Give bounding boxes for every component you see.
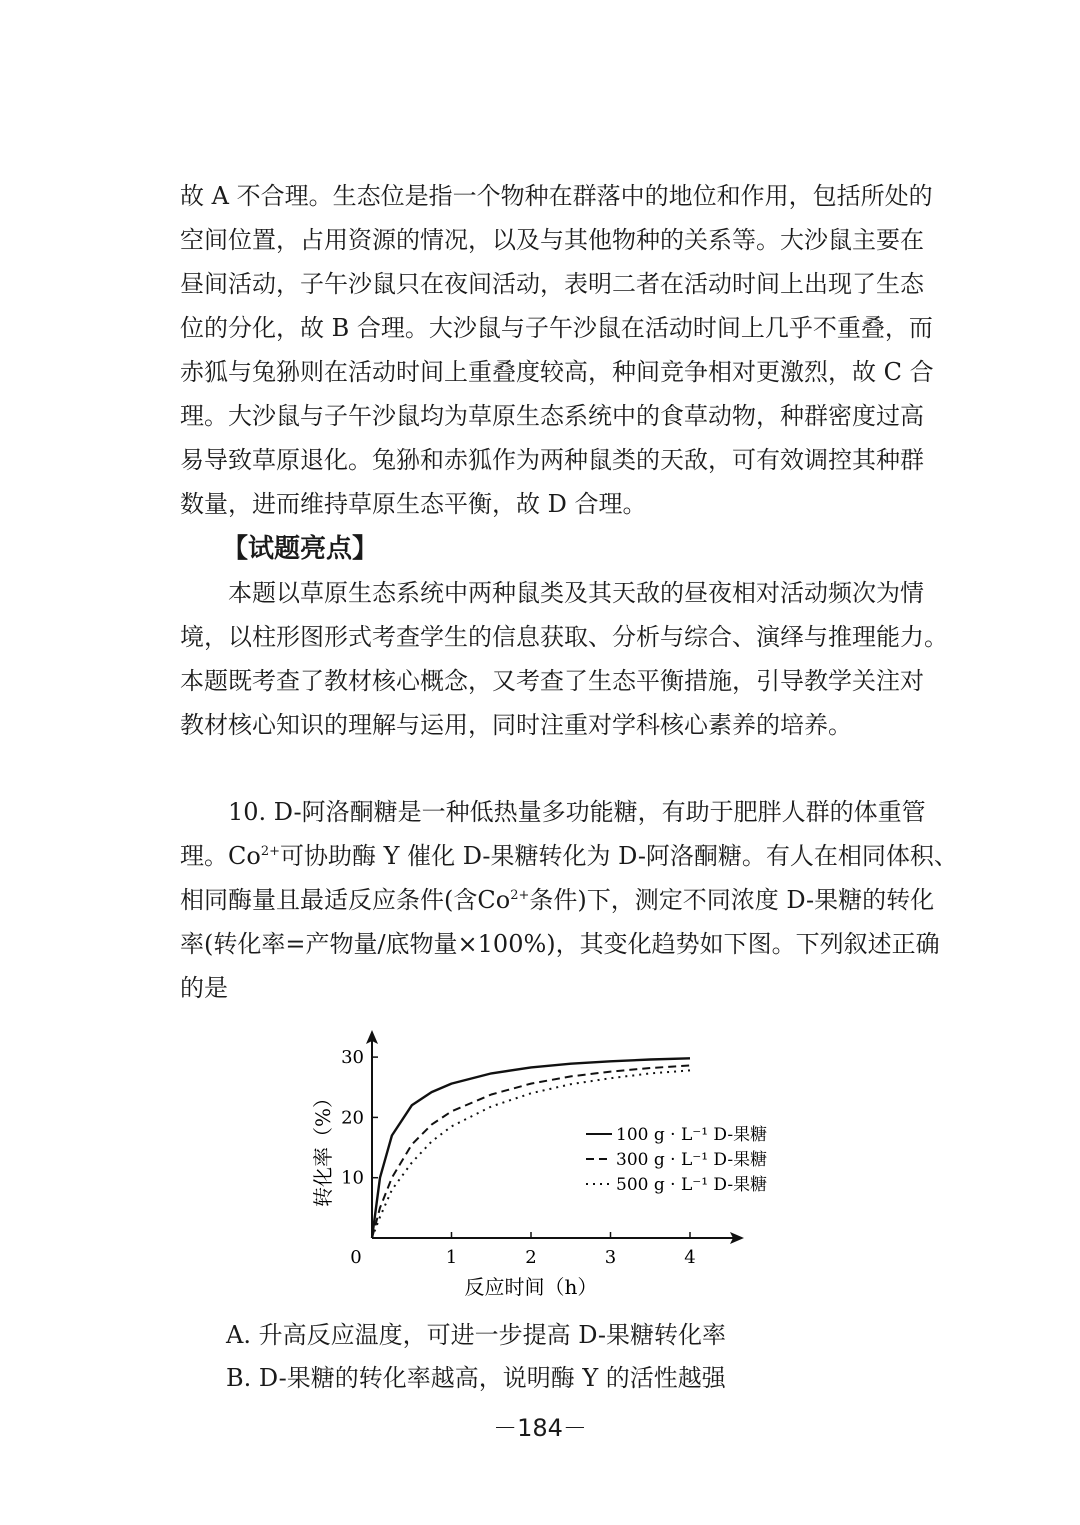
chart-series-group bbox=[372, 1058, 690, 1238]
text-line: 位的分化，故 B 合理。大沙鼠与子午沙鼠在活动时间上几乎不重叠，而 bbox=[180, 314, 933, 342]
series-line-1 bbox=[372, 1058, 690, 1238]
text-line: 本题既考查了教材核心概念，又考查了生态平衡措施，引导教学关注对 bbox=[180, 667, 924, 695]
question-line: 率(转化率=产物量/底物量×100%)，其变化趋势如下图。下列叙述正确 bbox=[180, 930, 940, 958]
text-line: 赤狐与兔狲则在活动时间上重叠度较高，种间竞争相对更激烈，故 C 合 bbox=[180, 358, 934, 386]
x-tick-label: 3 bbox=[604, 1247, 617, 1268]
text-line: 教材核心知识的理解与运用，同时注重对学科核心素养的培养。 bbox=[180, 711, 852, 739]
chart-legend bbox=[586, 1125, 767, 1195]
text-line: 境，以柱形图形式考查学生的信息获取、分析与综合、演绎与推理能力。 bbox=[180, 623, 948, 651]
x-tick-label: 2 bbox=[525, 1247, 537, 1268]
question-line: 10. D-阿洛酮糖是一种低热量多功能糖，有助于肥胖人群的体重管 bbox=[180, 798, 926, 826]
y-tick-label: 10 bbox=[341, 1167, 364, 1189]
text-line: 理。大沙鼠与子午沙鼠均为草原生态系统中的食草动物，种群密度过高 bbox=[180, 402, 924, 430]
legend-label: 100 g · L⁻¹ D-果糖 bbox=[616, 1125, 768, 1145]
section-heading: 【试题亮点】 bbox=[222, 534, 379, 564]
option-a: A. 升高反应温度，可进一步提高 D-果糖转化率 bbox=[226, 1321, 727, 1349]
text-line: 易导致草原退化。兔狲和赤狐作为两种鼠类的天敌，可有效调控其种群 bbox=[180, 446, 924, 474]
legend-label: 500 g · L⁻¹ D-果糖 bbox=[616, 1175, 768, 1195]
text-line: 空间位置，占用资源的情况，以及与其他物种的关系等。大沙鼠主要在 bbox=[180, 226, 924, 254]
conversion-rate-chart bbox=[300, 1018, 770, 1308]
text-line: 昼间活动，子午沙鼠只在夜间活动，表明二者在活动时间上出现了生态 bbox=[180, 270, 924, 298]
x-tick-label: 4 bbox=[684, 1247, 696, 1268]
y-tick-label: 20 bbox=[341, 1107, 364, 1129]
y-axis-label: 转化率（%） bbox=[311, 1088, 335, 1208]
y-tick-label: 30 bbox=[341, 1047, 364, 1069]
question-line: 相同酶量且最适反应条件(含$Co^{2+}$条件)下，测定不同浓度 D-果糖的转化 bbox=[180, 886, 935, 914]
page-number: －184－ bbox=[493, 1414, 587, 1442]
question-line: 理。$Co^{2+}$可协助酶 Y 催化 D-果糖转化为 D-阿洛酮糖。有人在相同体积、 bbox=[180, 842, 958, 870]
x-tick-label: 0 bbox=[350, 1247, 362, 1268]
text-line: 故 A 不合理。生态位是指一个物种在群落中的地位和作用，包括所处的 bbox=[180, 182, 933, 210]
question-line: 的是 bbox=[180, 974, 228, 1002]
legend-label: 300 g · L⁻¹ D-果糖 bbox=[616, 1150, 768, 1170]
superscript: 2+ bbox=[510, 888, 530, 903]
text-line: 本题以草原生态系统中两种鼠类及其天敌的昼夜相对活动频次为情 bbox=[180, 579, 924, 607]
x-axis-label: 反应时间（h） bbox=[464, 1275, 598, 1299]
option-b: B. D-果糖的转化率越高，说明酶 Y 的活性越强 bbox=[226, 1364, 726, 1392]
text-line: 数量，进而维持草原生态平衡，故 D 合理。 bbox=[180, 490, 647, 518]
x-tick-label: 1 bbox=[445, 1247, 458, 1268]
superscript: 2+ bbox=[260, 844, 280, 859]
